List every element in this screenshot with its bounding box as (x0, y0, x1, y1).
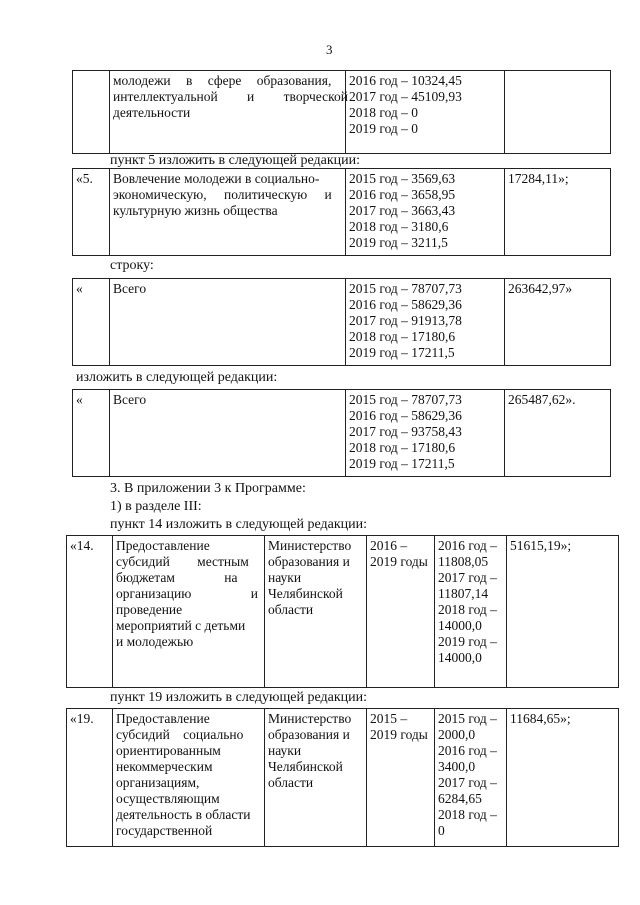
funding-line: 2015 год – 3569,63 (349, 171, 456, 186)
funding-line: 2019 год – (438, 634, 497, 649)
funding-line: 2016 год – 10324,45 (349, 73, 462, 88)
name-line: культурную жизнь общества (113, 203, 278, 218)
funding-line: 2015 год – 78707,73 (349, 281, 462, 296)
name-line: Вовлечение молодежи в социально- (113, 171, 320, 186)
funding-line: 0 (438, 823, 445, 838)
name-line: Предоставление (116, 538, 210, 553)
table-total-new (72, 389, 611, 477)
name-line: ориентированным (116, 743, 221, 758)
row-number-cell (73, 71, 110, 154)
total-cell: 265487,62». (505, 390, 611, 477)
funding-line: 2018 год – 3180,6 (349, 219, 449, 234)
name-line: субсидий местным (116, 554, 249, 569)
executor-line: области (268, 602, 314, 617)
funding-line: 11807,14 (438, 586, 489, 601)
name-line: организацию и (116, 586, 258, 601)
executor-line: Министерство (268, 711, 352, 726)
funding-line: 2017 год – 45109,93 (349, 89, 462, 104)
total-cell: 17284,11»; (505, 169, 611, 256)
funding-line: 2018 год – (438, 602, 497, 617)
funding-line: 2019 год – 3211,5 (349, 235, 448, 250)
period-line: 2019 годы (370, 727, 428, 742)
row-number-cell: « (73, 279, 110, 366)
row-number-cell: «14. (67, 536, 113, 688)
period-line: 2016 – (370, 538, 408, 553)
funding-line: 2000,0 (438, 727, 476, 742)
period-line: 2019 годы (370, 554, 428, 569)
funding-cell (435, 536, 507, 688)
funding-line: 3400,0 (438, 759, 476, 774)
funding-line: 2017 год – 91913,78 (349, 313, 462, 328)
funding-cell (346, 169, 505, 256)
funding-line: 2016 год – 58629,36 (349, 408, 462, 423)
funding-cell (435, 709, 507, 847)
period-line: 2015 – (370, 711, 408, 726)
funding-line: 2019 год – 17211,5 (349, 345, 455, 360)
executor-line: Челябинской (268, 586, 343, 601)
period-cell (367, 536, 435, 688)
funding-line: 2016 год – (438, 743, 497, 758)
funding-line: 2017 год – (438, 775, 497, 790)
funding-line: 2015 год – 78707,73 (349, 392, 462, 407)
instruction-paragraph: пункт 19 изложить в следующей редакции: (110, 690, 367, 705)
name-line: государственной (116, 823, 213, 838)
period-cell (367, 709, 435, 847)
name-line: молодежи в сфере образования, (113, 73, 332, 88)
table-total-old (72, 278, 611, 366)
total-cell: 263642,97» (505, 279, 611, 366)
executor-line: науки (268, 570, 302, 585)
executor-line: образования и (268, 554, 350, 569)
funding-line: 2015 год – (438, 711, 497, 726)
page-number: 3 (326, 42, 333, 57)
funding-line: 11808,05 (438, 554, 489, 569)
funding-line: 14000,0 (438, 650, 482, 665)
name-line: бюджетам на (116, 570, 238, 585)
measure-name-cell (113, 709, 265, 847)
measure-name-cell (110, 71, 346, 154)
total-cell: 11684,65»; (507, 709, 619, 847)
name-line: и молодежью (116, 634, 194, 649)
funding-line: 2017 год – (438, 570, 497, 585)
name-line: деятельность в области (116, 807, 251, 822)
funding-line: 2018 год – (438, 807, 497, 822)
measure-name-cell: Всего (110, 390, 346, 477)
funding-line: 2017 год – 3663,43 (349, 203, 456, 218)
section-heading: 3. В приложении 3 к Программе: (110, 481, 306, 496)
funding-line: 2016 год – 3658,95 (349, 187, 456, 202)
name-line: осуществляющим (116, 791, 220, 806)
total-cell (505, 71, 611, 154)
measure-name-cell: Всего (110, 279, 346, 366)
name-line: Предоставление (116, 711, 210, 726)
instruction-paragraph: пункт 5 изложить в следующей редакции: (110, 153, 360, 168)
funding-line: 2018 год – 17180,6 (349, 329, 456, 344)
funding-line: 2017 год – 93758,43 (349, 424, 462, 439)
name-line: проведение (116, 602, 183, 617)
instruction-paragraph: изложить в следующей редакции: (76, 370, 278, 385)
row-number-cell: «5. (73, 169, 110, 256)
executor-line: области (268, 775, 314, 790)
funding-line: 2016 год – (438, 538, 497, 553)
funding-line: 2019 год – 0 (349, 121, 419, 136)
funding-line: 2018 год – 0 (349, 105, 419, 120)
executor-line: науки (268, 743, 302, 758)
table-item-19 (66, 708, 619, 847)
executor-cell (265, 536, 367, 688)
name-line: субсидий социально (116, 727, 244, 742)
funding-cell (346, 279, 505, 366)
table-row-continuation (72, 70, 611, 154)
funding-line: 2019 год – 17211,5 (349, 456, 455, 471)
table-item-14 (66, 535, 619, 688)
name-line: деятельности (113, 105, 191, 120)
funding-cell (346, 71, 505, 154)
funding-line: 14000,0 (438, 618, 482, 633)
name-line: мероприятий с детьми (116, 618, 246, 633)
name-line: интеллектуальной и творческой (113, 89, 348, 104)
executor-cell (265, 709, 367, 847)
funding-line: 6284,65 (438, 791, 482, 806)
funding-line: 2016 год – 58629,36 (349, 297, 462, 312)
total-cell: 51615,19»; (507, 536, 619, 688)
instruction-paragraph: пункт 14 изложить в следующей редакции: (110, 517, 367, 532)
name-line: экономическую, политическую и (113, 187, 332, 202)
funding-cell (346, 390, 505, 477)
name-line: некоммерческим (116, 759, 213, 774)
table-item-5 (72, 168, 611, 256)
executor-line: Министерство (268, 538, 352, 553)
section-subheading: 1) в разделе III: (110, 499, 202, 514)
executor-line: Челябинской (268, 759, 343, 774)
instruction-paragraph: строку: (110, 258, 154, 273)
executor-line: образования и (268, 727, 350, 742)
row-number-cell: «19. (67, 709, 113, 847)
measure-name-cell (110, 169, 346, 256)
row-number-cell: « (73, 390, 110, 477)
funding-line: 2018 год – 17180,6 (349, 440, 456, 455)
name-line: организациям, (116, 775, 200, 790)
measure-name-cell (113, 536, 265, 688)
